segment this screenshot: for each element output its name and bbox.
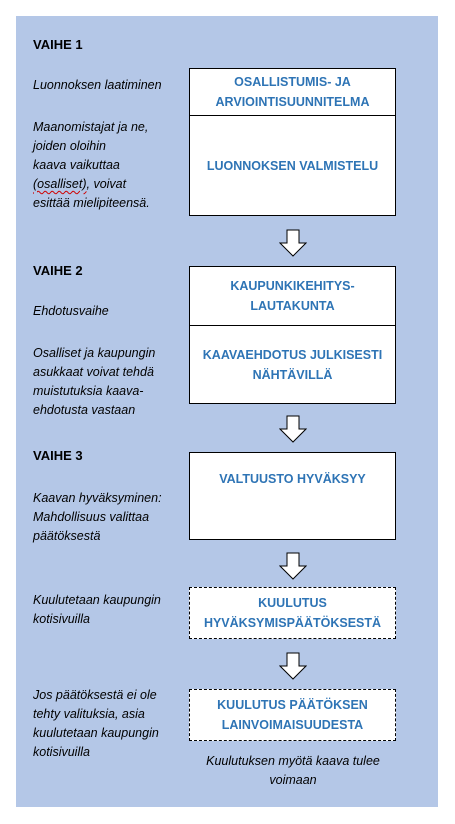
down-arrow-icon	[279, 229, 307, 257]
note-plan-enters-force: Kuulutuksen myötä kaava tulee voimaan	[206, 754, 380, 787]
box-proposal-public: KAAVAEHDOTUS JULKISESTI NÄHTÄVILLÄ	[189, 325, 396, 404]
box-city-development-board: KAUPUNKIKEHITYS- LAUTAKUNTA	[189, 266, 396, 326]
box-approval-announcement: KUULUTUS HYVÄKSYMISPÄÄTÖKSESTÄ	[189, 587, 396, 639]
box-participation-plan: OSALLISTUMIS- JA ARVIOINTISUUNNITELMA	[189, 68, 396, 116]
note-announced-website: Kuulutetaan kaupungin kotisivuilla	[33, 593, 161, 626]
down-arrow-icon	[279, 652, 307, 680]
box-council-approves: VALTUUSTO HYVÄKSYY	[189, 452, 396, 540]
phase-1-heading: VAIHE 1	[33, 37, 83, 52]
note-residents-objections: Osalliset ja kaupungin asukkaat voivat tehdä muistutuksia kaava- ehdotusta vastaan	[33, 346, 156, 417]
box-draft-preparation: LUONNOKSEN VALMISTELU	[189, 115, 396, 216]
down-arrow-icon	[279, 415, 307, 443]
note-no-appeals: Jos päätöksestä ei ole tehty valituksia, asia kuulutetaan kaupungin kotisivuilla	[33, 688, 159, 759]
note-proposal-phase: Ehdotusvaihe	[33, 304, 109, 318]
box-legal-validity-announcement: KUULUTUS PÄÄTÖKSEN LAINVOIMAISUUDESTA	[189, 689, 396, 741]
note-draft-preparation: Luonnoksen laatiminen	[33, 78, 162, 92]
note-stakeholders-opinion: Maanomistajat ja ne, joiden oloihin kaava vaikuttaa (osalliset), voivat esittää mielipiteensä.	[33, 120, 150, 210]
phase-3-heading: VAIHE 3	[33, 448, 83, 463]
down-arrow-icon	[279, 552, 307, 580]
phase-2-heading: VAIHE 2	[33, 263, 83, 278]
note-plan-approval: Kaavan hyväksyminen: Mahdollisuus valittaa päätöksestä	[33, 491, 162, 543]
